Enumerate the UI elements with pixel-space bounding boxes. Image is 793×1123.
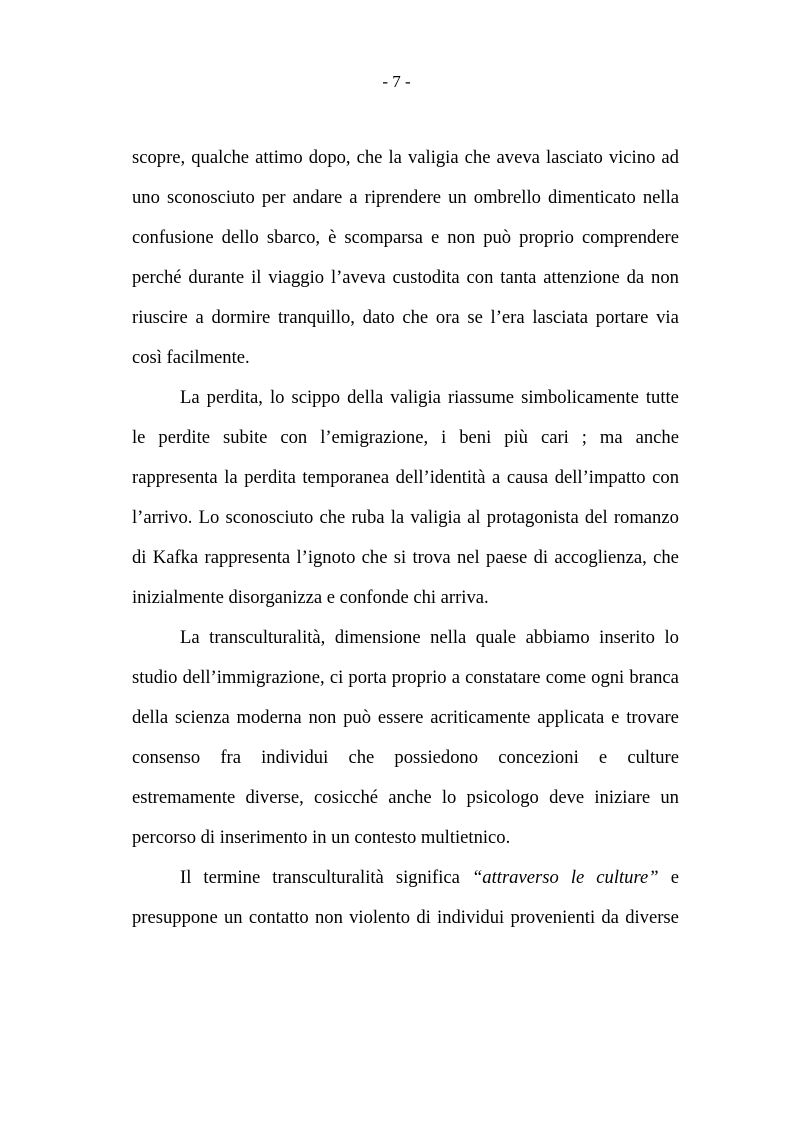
text-line: Il termine transculturalità significa “attraverso le culture” e (180, 867, 679, 888)
paragraph (132, 863, 679, 943)
paragraph (132, 143, 679, 383)
text-line: percorso di inserimento in un contesto multietnico. (132, 827, 511, 848)
text-line: La transculturalità, dimensione nella quale abbiamo inserito lo (180, 627, 679, 648)
text-line: inizialmente disorganizza e confonde chi arriva. (132, 587, 489, 608)
text-line: uno sconosciuto per andare a riprendere un ombrello dimenticato nella (132, 187, 679, 208)
text-line: così facilmente. (132, 347, 250, 368)
document-body (132, 143, 679, 943)
text-line: La perdita, lo scippo della valigia riassume simbolicamente tutte (180, 387, 679, 408)
text-line: l’arrivo. Lo sconosciuto che ruba la valigia al protagonista del romanzo (132, 507, 679, 528)
text-line: scopre, qualche attimo dopo, che la valigia che aveva lasciato vicino ad (132, 147, 679, 168)
text-line: presuppone un contatto non violento di individui provenienti da diverse (132, 907, 679, 928)
text-line: riuscire a dormire tranquillo, dato che ora se l’era lasciata portare via (132, 307, 679, 328)
page-number: - 7 - (382, 72, 411, 91)
text-line: studio dell’immigrazione, ci porta proprio a constatare come ogni branca (132, 667, 679, 688)
text-line: perché durante il viaggio l’aveva custodita con tanta attenzione da non (132, 267, 679, 288)
text-line: consenso fra individui che possiedono concezioni e culture (132, 747, 679, 768)
text-line: estremamente diverse, cosicché anche lo psicologo deve iniziare un (132, 787, 679, 808)
text-line: confusione dello sbarco, è scomparsa e non può proprio comprendere (132, 227, 679, 248)
text-line: le perdite subite con l’emigrazione, i beni più cari ; ma anche (132, 427, 679, 448)
text-line: rappresenta la perdita temporanea dell’identità a causa dell’impatto con (132, 467, 679, 488)
paragraph (132, 383, 679, 623)
paragraph (132, 623, 679, 863)
text-line: di Kafka rappresenta l’ignoto che si trova nel paese di accoglienza, che (132, 547, 679, 568)
text-line: della scienza moderna non può essere acriticamente applicata e trovare (132, 707, 679, 728)
